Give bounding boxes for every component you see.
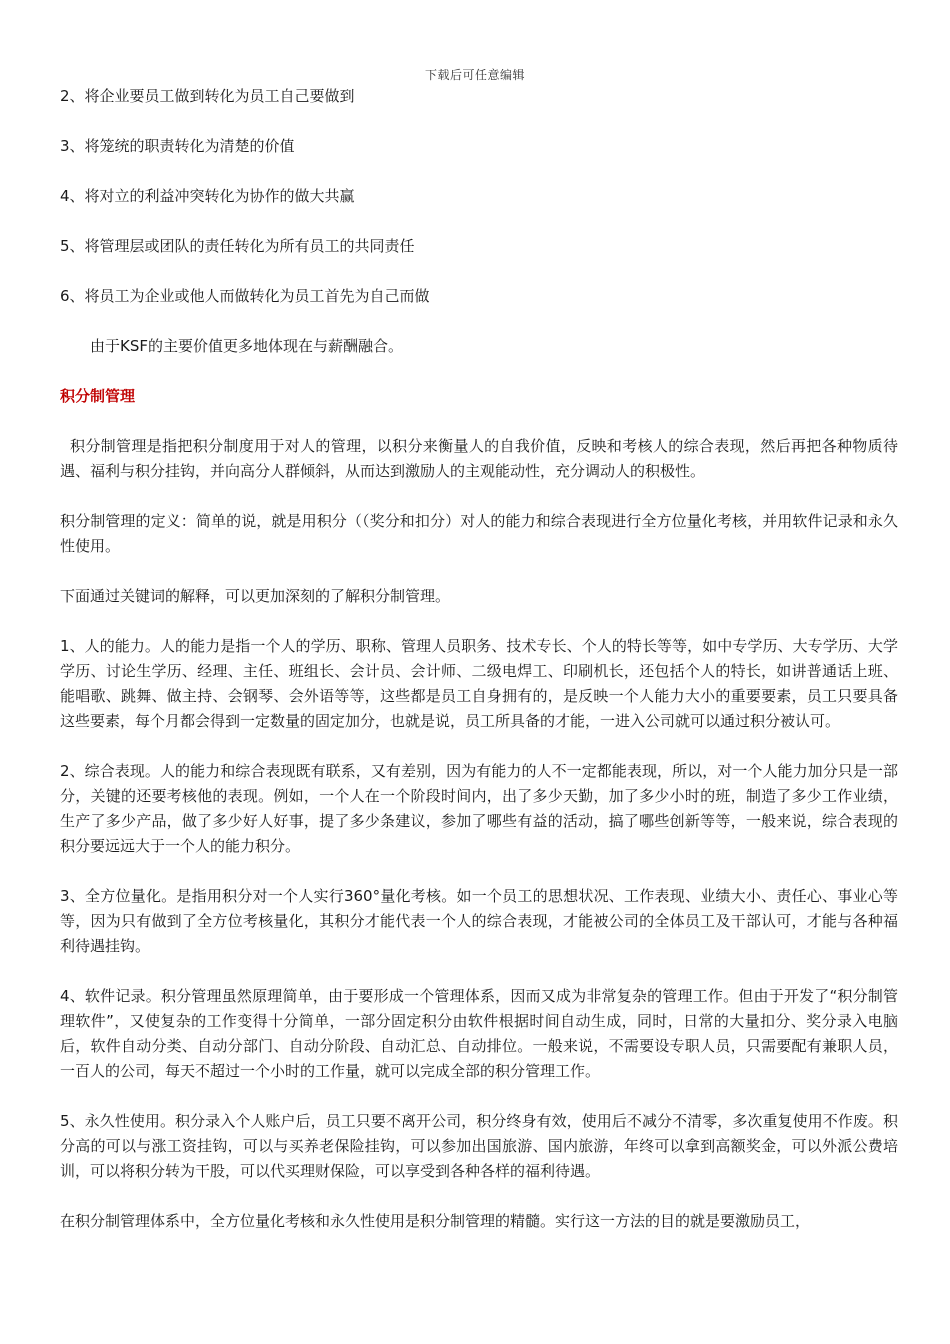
paragraph: 2、综合表现。人的能力和综合表现既有联系，又有差别，因为有能力的人不一定都能表现，所以，对一个人能力加分只是一部分，关键的还要考核他的表现。例如，一个人在一个阶段时间内，出了多少天勤，加了多少小时的班，制造了多少工作业绩，生产了多少产品，做了多少好人好事，提了多少条建议，参加了哪些有益的活动，搞了哪些创新等等，一般来说，综合表现的积分要远远大于一个人的能力积分。 [60, 762, 898, 855]
list-item: 3、将笼统的职责转化为清楚的价值 [60, 137, 295, 155]
paragraph: 4、软件记录。积分管理虽然原理简单，由于要形成一个管理体系，因而又成为非常复杂的管理工作。但由于开发了“积分制管理软件”，又使复杂的工作变得十分简单，一部分固定积分由软件根据时间自动生成，同时，日常的大量扣分、奖分录入电脑后，软件自动分类、自动分部门、自动分阶段、自动汇总、自动排位。一般来说，不需要设专职人员，只需要配有兼职人员，一百人的公司，每天不超过一个小时的工作量，就可以完成全部的积分管理工作。 [60, 987, 898, 1080]
paragraph: 积分制管理是指把积分制度用于对人的管理，以积分来衡量人的自我价值，反映和考核人的综合表现，然后再把各种物质待遇、福利与积分挂钩，并向高分人群倾斜，从而达到激励人的主观能动性，充分调动人的积极性。 [60, 437, 898, 480]
paragraph: 积分制管理的定义：简单的说，就是用积分（（奖分和扣分）对人的能力和综合表现进行全方位量化考核，并用软件记录和永久性使用。 [60, 512, 898, 555]
list-item: 5、将管理层或团队的责任转化为所有员工的共同责任 [60, 237, 415, 255]
paragraph: 3、全方位量化。是指用积分对一个人实行360°量化考核。如一个员工的思想状况、工作表现、业绩大小、责任心、事业心等等，因为只有做到了全方位考核量化，其积分才能代表一个人的综合表现，才能被公司的全体员工及干部认可，才能与各种福利待遇挂钩。 [60, 887, 898, 955]
ksf-note: 由于KSF的主要价值更多地体现在与薪酬融合。 [90, 337, 403, 355]
paragraph: 下面通过关键词的解释，可以更加深刻的了解积分制管理。 [60, 587, 451, 605]
paragraph: 5、永久性使用。积分录入个人账户后，员工只要不离开公司，积分终身有效，使用后不减分不清零，多次重复使用不作废。积分高的可以与涨工资挂钩，可以与买养老保险挂钩，可以参加出国旅游、国内旅游，年终可以拿到高额奖金，可以外派公费培训，可以将积分转为干股，可以代买理财保险，可以享受到各种各样的福利待遇。 [60, 1112, 898, 1180]
list-item: 6、将员工为企业或他人而做转化为员工首先为自己而做 [60, 287, 430, 305]
page-header: 下载后可任意编辑 [424, 68, 525, 82]
paragraph: 1、人的能力。人的能力是指一个人的学历、职称、管理人员职务、技术专长、个人的特长等等，如中专学历、大专学历、大学学历、讨论生学历、经理、主任、班组长、会计员、会计师、二级电焊工、印刷机长，还包括个人的特长，如讲普通话上班、能唱歌、跳舞、做主持、会钢琴、会外语等等，这些都是员工自身拥有的，是反映一个人能力大小的重要要素，员工只要具备这些要素，每个月都会得到一定数量的固定加分，也就是说，员工所具备的才能，一进入公司就可以通过积分被认可。 [60, 637, 898, 730]
list-item: 2、将企业要员工做到转化为员工自己要做到 [60, 87, 355, 105]
section-heading: 积分制管理 [60, 387, 136, 405]
document-body [60, 84, 898, 1259]
list-item: 4、将对立的利益冲突转化为协作的做大共赢 [60, 187, 355, 205]
paragraph: 在积分制管理体系中，全方位量化考核和永久性使用是积分制管理的精髓。实行这一方法的目的就是要激励员工， [60, 1212, 811, 1230]
